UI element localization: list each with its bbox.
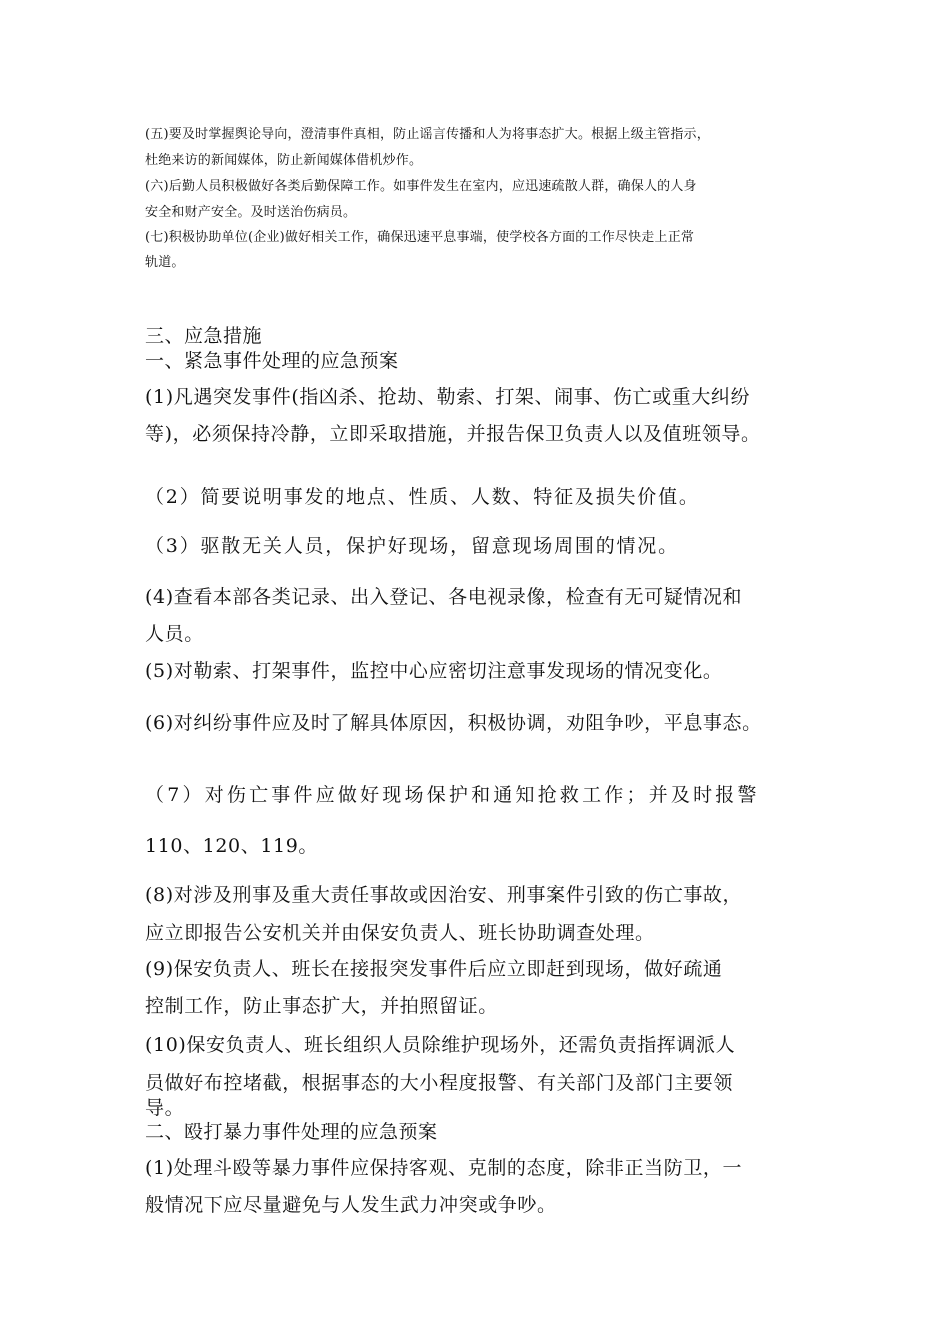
item-4-line-1: (4)查看本部各类记录、出入登记、各电视录像，检查有无可疑情况和 bbox=[145, 586, 743, 608]
item-3-line-1: （3）驱散无关人员，保护好现场，留意现场周围的情况。 bbox=[145, 535, 679, 557]
paragraph-6-line-2: 安全和财产安全。及时送治伤病员。 bbox=[145, 205, 357, 220]
subsection-title-violence: 二、殴打暴力事件处理的应急预案 bbox=[145, 1121, 438, 1143]
violence-item-1-line-2: 般情况下应尽量避免与人发生武力冲突或争吵。 bbox=[145, 1194, 557, 1216]
item-9-line-1: (9)保安负责人、班长在接报突发事件后应立即赶到现场，做好疏通 bbox=[145, 958, 723, 980]
item-10-line-3: 导。 bbox=[145, 1097, 185, 1119]
item-7-line-2: 110、120、119。 bbox=[145, 835, 318, 857]
paragraph-7-line-2: 轨道。 bbox=[145, 255, 185, 270]
subsection-title-emergency: 一、紧急事件处理的应急预案 bbox=[145, 350, 399, 372]
paragraph-6-line-1: (六)后勤人员积极做好各类后勤保障工作。如事件发生在室内，应迅速疏散人群，确保人的人身 bbox=[145, 179, 697, 194]
item-9-line-2: 控制工作，防止事态扩大，并拍照留证。 bbox=[145, 995, 498, 1017]
item-1-line-1: (1)凡遇突发事件(指凶杀、抢劫、勒索、打架、闹事、伤亡或重大纠纷 bbox=[145, 386, 751, 408]
paragraph-5-line-1: (五)要及时掌握舆论导向，澄清事件真相，防止谣言传播和人为将事态扩大。根据上级主管指示， bbox=[145, 127, 710, 142]
item-8-line-2: 应立即报告公安机关并由保安负责人、班长协助调查处理。 bbox=[145, 922, 655, 944]
item-10-line-2: 员做好布控堵截，根据事态的大小程度报警、有关部门及部门主要领 bbox=[145, 1072, 734, 1094]
paragraph-7-line-1: (七)积极协助单位(企业)做好相关工作，确保迅速平息事端，使学校各方面的工作尽快走上正常 bbox=[145, 230, 695, 245]
item-4-line-2: 人员。 bbox=[145, 623, 204, 645]
item-5-line-1: (5)对勒索、打架事件，监控中心应密切注意事发现场的情况变化。 bbox=[145, 660, 723, 682]
item-2-line-1: （2）简要说明事发的地点、性质、人数、特征及损失价值。 bbox=[145, 486, 700, 508]
item-8-line-1: (8)对涉及刑事及重大责任事故或因治安、刑事案件引致的伤亡事故， bbox=[145, 884, 743, 906]
paragraph-5-line-2: 杜绝来访的新闻媒体，防止新闻媒体借机炒作。 bbox=[145, 153, 423, 168]
section-title: 三、应急措施 bbox=[145, 325, 263, 347]
violence-item-1-line-1: (1)处理斗殴等暴力事件应保持客观、克制的态度，除非正当防卫，一 bbox=[145, 1157, 743, 1179]
item-1-line-2: 等)，必须保持冷静，立即采取措施，并报告保卫负责人以及值班领导。 bbox=[145, 423, 761, 445]
item-10-line-1: (10)保安负责人、班长组织人员除维护现场外，还需负责指挥调派人 bbox=[145, 1034, 736, 1056]
item-7-line-1: （7）对伤亡事件应做好现场保护和通知抢救工作；并及时报警 bbox=[145, 784, 760, 806]
item-6-line-1: (6)对纠纷事件应及时了解具体原因，积极协调，劝阻争吵，平息事态。 bbox=[145, 712, 762, 734]
